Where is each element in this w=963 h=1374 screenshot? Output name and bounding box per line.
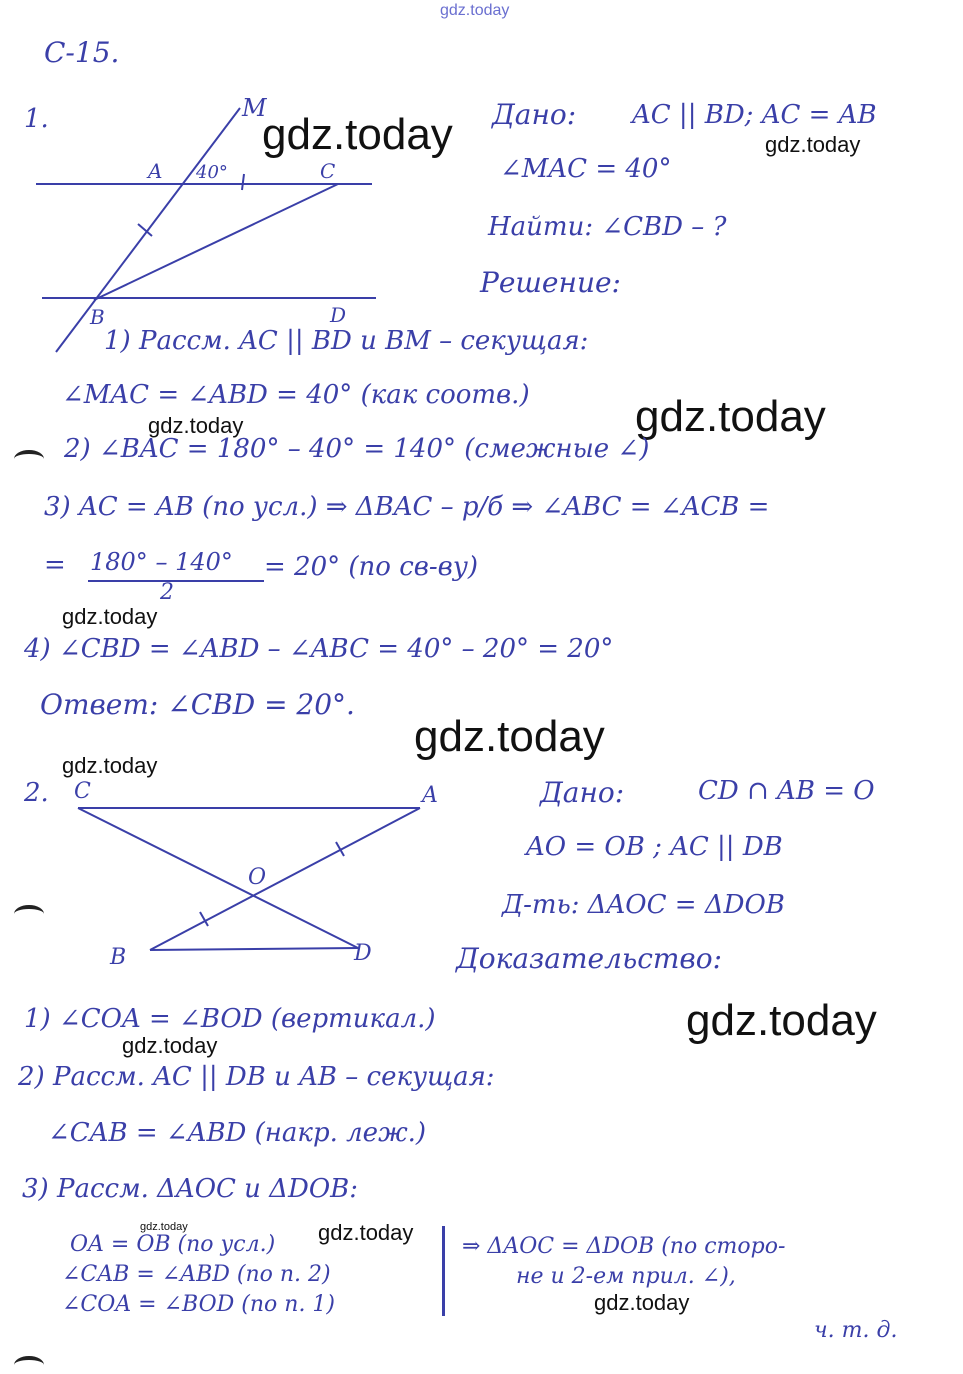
- task2-conclusion-1: ⇒ ΔAOC = ΔDOB (по сторо-: [462, 1234, 786, 1259]
- task1-step-3: 3) AC = AB (по усл.) ⇒ ΔBAC – р/б ⇒ ∠ABC = ∠ACB =: [44, 492, 770, 522]
- label-angle: 40°: [196, 162, 228, 183]
- page-header: С-15.: [44, 36, 120, 69]
- task1-step-3b-pre: =: [44, 550, 66, 580]
- task2-proof-label: Доказательство:: [456, 942, 723, 975]
- task1-step-1b: ∠MAC = ∠ABD = 40° (как соотв.): [62, 380, 530, 410]
- task2-step-2b: ∠CAB = ∠ABD (накр. леж.): [48, 1118, 427, 1148]
- watermark: gdz.today: [62, 604, 158, 629]
- label-m: M: [242, 94, 267, 122]
- watermark: gdz.today: [765, 132, 861, 157]
- task1-step-4: 4) ∠CBD = ∠ABD – ∠ABC = 40° – 20° = 20°: [24, 634, 614, 664]
- watermark: gdz.today: [414, 712, 605, 761]
- task2-given-label: Дано:: [540, 776, 625, 809]
- punch-hole: [14, 905, 44, 923]
- watermark: gdz.today: [440, 2, 510, 19]
- task1-solution-label: Решение:: [480, 266, 621, 299]
- watermark: gdz.today: [140, 1221, 188, 1233]
- task1-step-3b-denominator: 2: [160, 580, 174, 605]
- label-b: B: [110, 945, 127, 970]
- task1-answer: Ответ: ∠CBD = 20°.: [40, 688, 355, 721]
- watermark: gdz.today: [122, 1033, 218, 1058]
- punch-hole: [14, 1356, 44, 1374]
- watermark: gdz.today: [594, 1290, 690, 1315]
- punch-hole: [14, 450, 44, 468]
- task1-step-2: 2) ∠BAC = 180° – 40° = 140° (смежные ∠): [64, 434, 650, 464]
- watermark: gdz.today: [635, 392, 826, 441]
- task1-given-1: AC || BD; AC = AB: [632, 100, 877, 130]
- task2-qed: ч. т. д.: [814, 1318, 898, 1343]
- watermark: gdz.today: [318, 1220, 414, 1245]
- task1-step-1: 1) Рассм. AC || BD и BM – секущая:: [104, 326, 589, 356]
- task1-given-label: Дано:: [492, 98, 577, 131]
- task2-step-3-line-3: ∠COA = ∠BOD (по п. 1): [62, 1292, 336, 1317]
- task1-figure: [20, 90, 420, 360]
- task1-step-3b-post: = 20° (по св-ву): [264, 552, 479, 582]
- label-b: B: [90, 305, 105, 329]
- task2-figure: [60, 770, 480, 970]
- task2-step-2: 2) Рассм. AC || DB и AB – секущая:: [18, 1062, 495, 1092]
- task2-prove: Д-ть: ΔAOC = ΔDOB: [502, 890, 785, 920]
- task2-given-1: CD ∩ AB = O: [698, 776, 875, 806]
- fraction-line: [88, 580, 264, 582]
- label-a: A: [148, 159, 163, 183]
- watermark: gdz.today: [62, 753, 158, 778]
- label-c: C: [320, 159, 336, 183]
- task2-step-3-line-1: OA = OB (по усл.): [70, 1232, 276, 1257]
- task1-given-2: ∠MAC = 40°: [500, 154, 672, 184]
- task2-conclusion-2: не и 2-ем прил. ∠),: [516, 1264, 736, 1289]
- task2-number: 2.: [24, 778, 49, 808]
- watermark: gdz.today: [686, 996, 877, 1045]
- task2-step-3: 3) Рассм. ΔAOC и ΔDOB:: [22, 1174, 358, 1204]
- label-d: D: [354, 941, 372, 966]
- task2-given-2: AO = OB ; AC || DB: [526, 832, 783, 862]
- watermark: gdz.today: [148, 413, 244, 438]
- label-d: D: [330, 303, 347, 327]
- task2-step-3-line-2: ∠CAB = ∠ABD (по п. 2): [62, 1262, 331, 1287]
- label-o: O: [248, 865, 267, 890]
- task1-find: Найти: ∠CBD – ?: [488, 212, 727, 242]
- label-a: A: [422, 783, 438, 808]
- task2-step-1: 1) ∠COA = ∠BOD (вертикал.): [24, 1004, 436, 1034]
- task1-step-3b-numerator: 180° – 140°: [90, 548, 233, 576]
- task1-number: 1.: [24, 104, 49, 134]
- watermark: gdz.today: [262, 110, 453, 159]
- conclusion-brace: [442, 1226, 445, 1316]
- label-c: C: [74, 779, 91, 804]
